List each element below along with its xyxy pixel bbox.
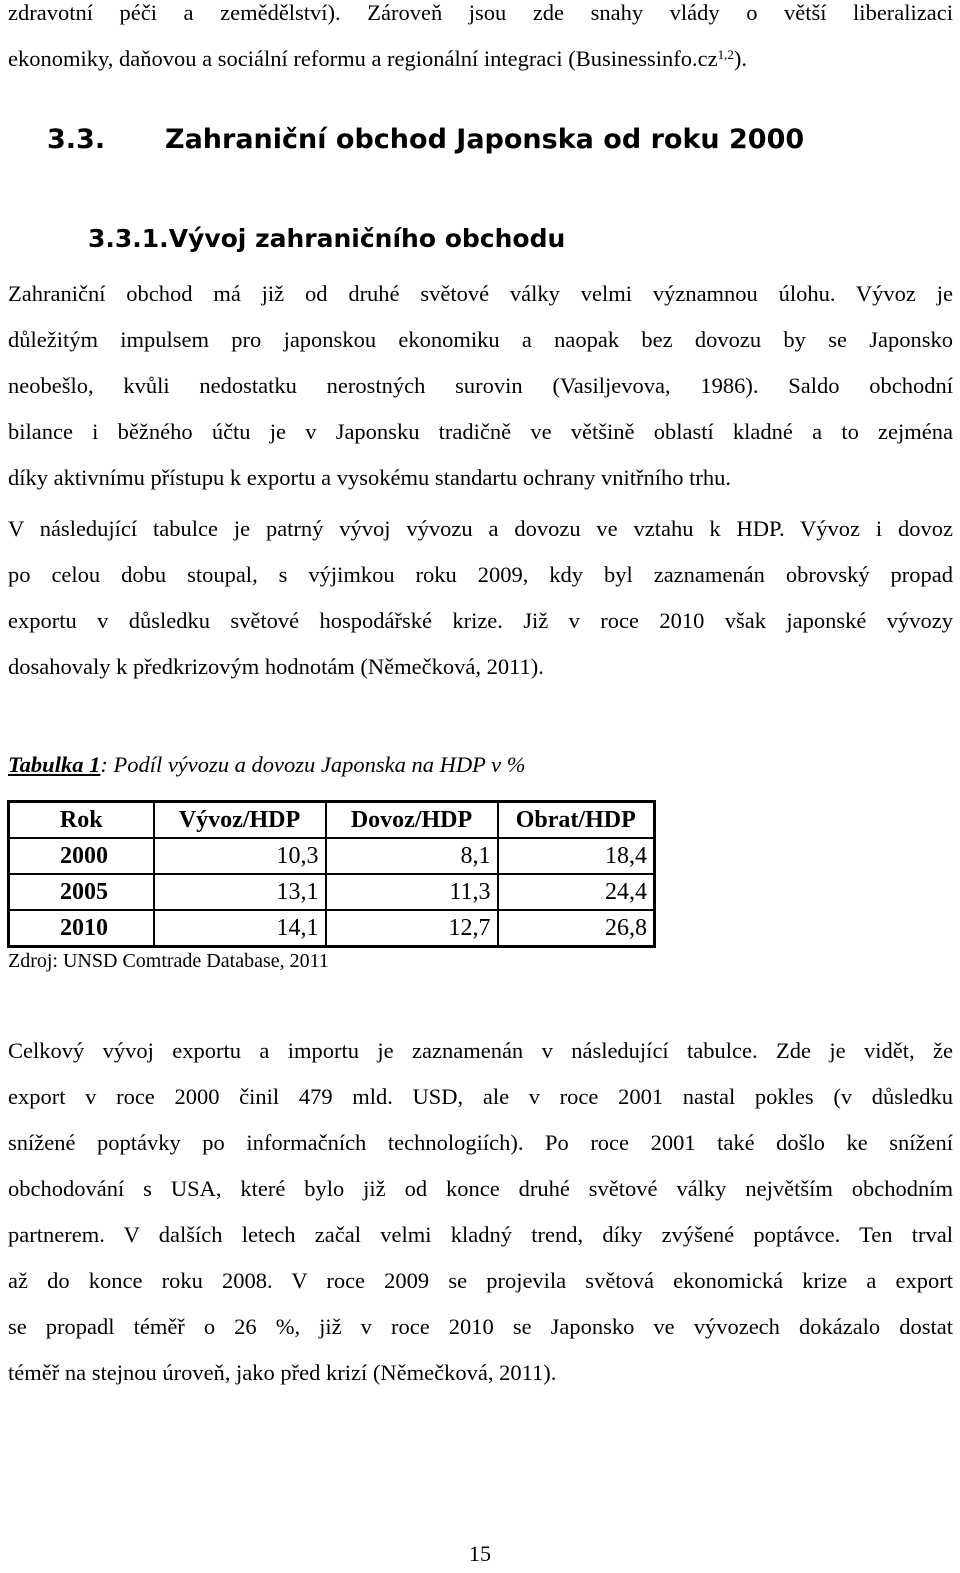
text-line: téměř na stejnou úroveň, jako před krizí (Němečková, 2011). bbox=[8, 1360, 557, 1385]
paragraph-3 bbox=[8, 1028, 953, 1396]
table-cell: 11,3 bbox=[326, 874, 498, 910]
text-line: bilance i běžného účtu je v Japonsku tradičně ve většině oblastí kladné a to zejména bbox=[8, 419, 953, 444]
section-heading bbox=[47, 124, 804, 155]
table-cell: 26,8 bbox=[498, 910, 655, 947]
text-line: až do konce roku 2008. V roce 2009 se projevila světová ekonomická krize a export bbox=[8, 1268, 953, 1293]
subsection-heading bbox=[88, 224, 565, 253]
column-header: Dovoz/HDP bbox=[326, 802, 498, 839]
text-line: snížené poptávky po informačních technologiích). Po roce 2001 také došlo ke snížení bbox=[8, 1130, 953, 1155]
footnote-ref: 1,2 bbox=[717, 47, 734, 62]
column-header: Obrat/HDP bbox=[498, 802, 655, 839]
table-cell: 10,3 bbox=[154, 838, 326, 874]
table-source: Zdroj: UNSD Comtrade Database, 2011 bbox=[8, 950, 329, 972]
text-line: ekonomiky, daňovou a sociální reformu a regionální integraci (Businessinfo.cz$^{1,2}$). bbox=[8, 46, 747, 71]
text-line: V následující tabulce je patrný vývoj vývozu a dovozu ve vztahu k HDP. Vývoz i dovoz bbox=[8, 516, 953, 541]
table-row bbox=[9, 838, 655, 874]
table-cell-year: 2005 bbox=[9, 874, 154, 910]
intro-paragraph bbox=[8, 0, 953, 82]
table-cell: 12,7 bbox=[326, 910, 498, 947]
text-line: dosahovaly k předkrizovým hodnotám (Němečková, 2011). bbox=[8, 654, 544, 679]
column-header: Rok bbox=[9, 802, 154, 839]
text-line: partnerem. V dalších letech začal velmi kladný trend, díky zvýšené poptávce. Ten trval bbox=[8, 1222, 953, 1247]
text-line: neobešlo, kvůli nedostatku nerostných surovin (Vasiljevova, 1986). Saldo obchodní bbox=[8, 373, 953, 398]
section-title: Zahraniční obchod Japonska od roku 2000 bbox=[165, 124, 805, 155]
table-row bbox=[9, 874, 655, 910]
table-cell: 18,4 bbox=[498, 838, 655, 874]
table-cell-year: 2000 bbox=[9, 838, 154, 874]
text-line: díky aktivnímu přístupu k exportu a vysokému standartu ochrany vnitřního trhu. bbox=[8, 465, 732, 490]
paragraph-2 bbox=[8, 506, 953, 690]
table-caption-text: : Podíl vývozu a dovozu Japonska na HDP v % bbox=[100, 752, 526, 777]
text-line: po celou dobu stoupal, s výjimkou roku 2009, kdy byl zaznamenán obrovský propad bbox=[8, 562, 953, 587]
table-cell-year: 2010 bbox=[9, 910, 154, 947]
text-line: obchodování s USA, které bylo již od konce druhé světové války největším obchodním bbox=[8, 1176, 953, 1201]
section-number: 3.3. bbox=[47, 124, 106, 155]
table-cell: 14,1 bbox=[154, 910, 326, 947]
table-cell: 8,1 bbox=[326, 838, 498, 874]
text-line: Zahraniční obchod má již od druhé světové války velmi významnou úlohu. Vývoz je bbox=[8, 281, 953, 306]
data-table bbox=[7, 800, 656, 948]
table-row bbox=[9, 910, 655, 947]
paragraph-1 bbox=[8, 271, 953, 501]
text-line: Celkový vývoj exportu a importu je zaznamenán v následující tabulce. Zde je vidět, že bbox=[8, 1038, 953, 1063]
table-cell: 24,4 bbox=[498, 874, 655, 910]
subsection-title: Vývoj zahraničního obchodu bbox=[168, 224, 566, 253]
table-header-row bbox=[9, 802, 655, 839]
table-caption-label: Tabulka 1 bbox=[8, 752, 101, 777]
table-caption bbox=[8, 752, 525, 778]
text-line: se propadl téměř o 26 %, již v roce 2010 se Japonsko ve vývozech dokázalo dostat bbox=[8, 1314, 953, 1339]
table-cell: 13,1 bbox=[154, 874, 326, 910]
subsection-number: 3.3.1. bbox=[88, 224, 169, 253]
page-number: 15 bbox=[469, 1541, 491, 1566]
text-line: zdravotní péči a zemědělství). Zároveň jsou zde snahy vlády o větší liberalizaci bbox=[8, 0, 953, 25]
text-line: export v roce 2000 činil 479 mld. USD, ale v roce 2001 nastal pokles (v důsledku bbox=[8, 1084, 953, 1109]
text-line: exportu v důsledku světové hospodářské krize. Již v roce 2010 však japonské vývozy bbox=[8, 608, 953, 633]
text-line: důležitým impulsem pro japonskou ekonomiku a naopak bez dovozu by se Japonsko bbox=[8, 327, 953, 352]
column-header: Vývoz/HDP bbox=[154, 802, 326, 839]
